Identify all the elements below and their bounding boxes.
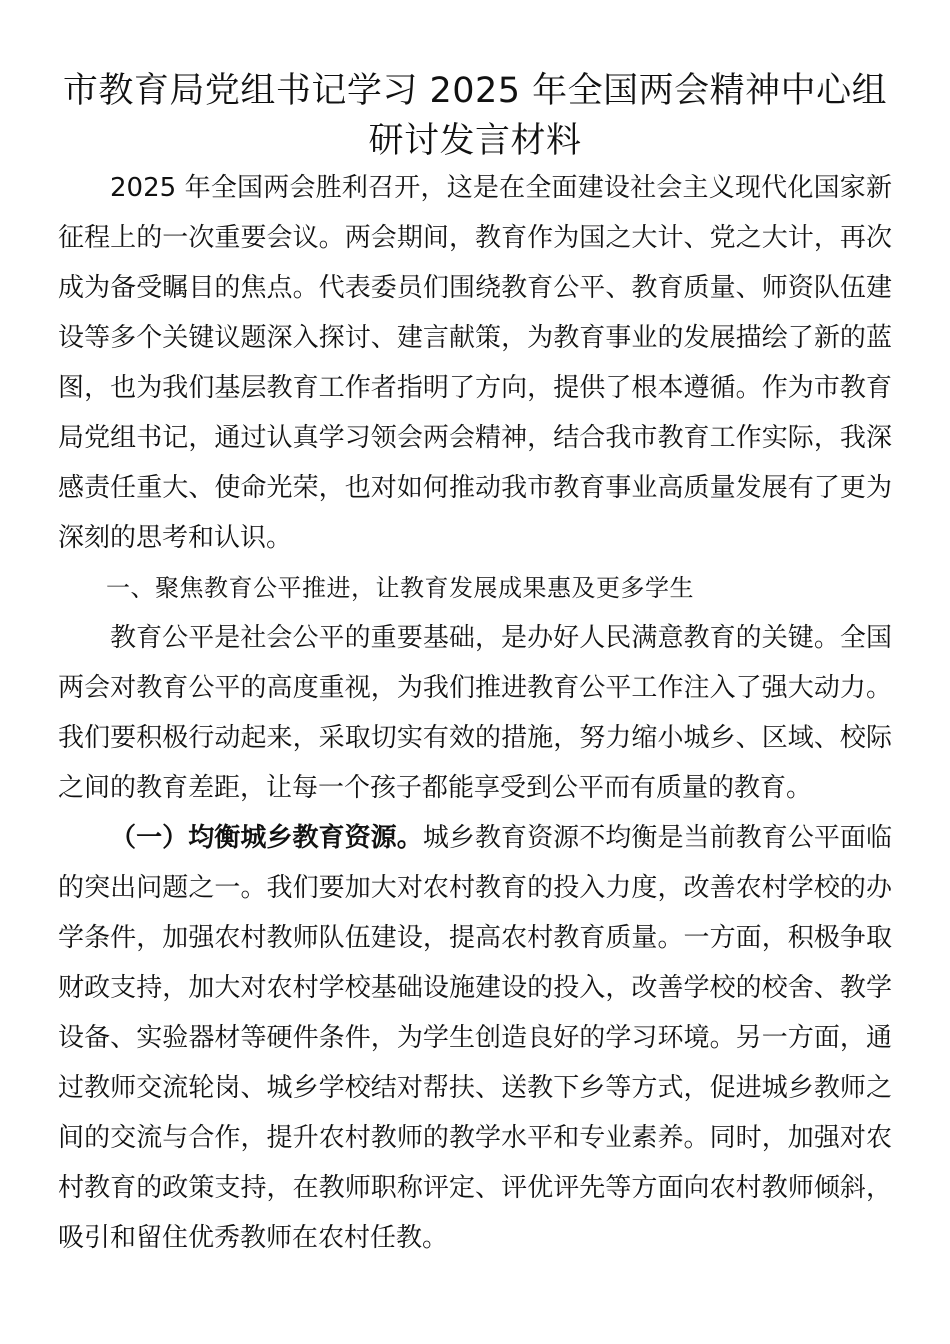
intro-paragraph: 2025 年全国两会胜利召开，这是在全面建设社会主义现代化国家新征程上的一次重要会议。两会期间，教育作为国之大计、党之大计，再次成为备受瞩目的焦点。代表委员们围绕教育公平、教育质量、师资队伍建设等多个关键议题深入探讨、建言献策，为教育事业的发展描绘了新的蓝图，也为我们基层教育工作者指明了方向，提供了根本遵循。作为市教育局党组书记，通过认真学习领会两会精神，结合我市教育工作实际，我深感责任重大、使命光荣，也对如何推动我市教育事业高质量发展有了更为深刻的思考和认识。 xyxy=(58,173,892,553)
subsection-paragraph xyxy=(58,813,892,1263)
subsection-text: 城乡教育资源不均衡是当前教育公平面临的突出问题之一。我们要加大对农村教育的投入力度，改善农村学校的办学条件，加强农村教师队伍建设，提高农村教育质量。一方面，积极争取财政支持，加大对农村学校基础设施建设的投入，改善学校的校舍、教学设备、实验器材等硬件条件，为学生创造良好的学习环境。另一方面，通过教师交流轮岗、城乡学校结对帮扶、送教下乡等方式，促进城乡教师之间的交流与合作，提升农村教师的教学水平和专业素养。同时，加强对农村教育的政策支持，在教师职称评定、评优评先等方面向农村教师倾斜，吸引和留住优秀教师在农村任教。 xyxy=(58,823,892,1253)
subsection-heading: （一）均衡城乡教育资源。 xyxy=(110,823,423,853)
section-paragraph: 教育公平是社会公平的重要基础，是办好人民满意教育的关键。全国两会对教育公平的高度重视，为我们推进教育公平工作注入了强大动力。我们要积极行动起来，采取切实有效的措施，努力缩小城乡、区域、校际之间的教育差距，让每一个孩子都能享受到公平而有质量的教育。 xyxy=(58,623,892,803)
section-heading: 一、聚焦教育公平推进，让教育发展成果惠及更多学生 xyxy=(106,574,694,602)
document-title: 市教育局党组书记学习 2025 年全国两会精神中心组研讨发言材料 xyxy=(62,71,888,161)
